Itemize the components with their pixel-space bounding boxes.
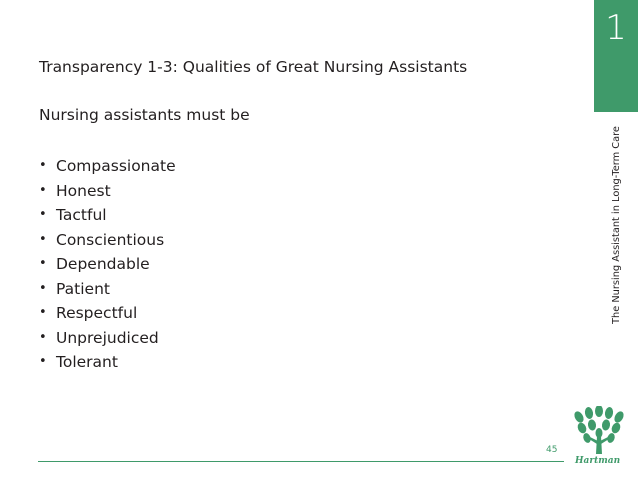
bullet-icon: •: [39, 354, 47, 370]
bullet-text: Dependable: [56, 255, 150, 274]
list-item: [39, 252, 176, 277]
footer-divider: [38, 461, 564, 462]
logo-text: Hartman: [575, 456, 621, 466]
list-item: [39, 301, 176, 326]
bullet-icon: •: [39, 329, 47, 345]
bullet-icon: •: [39, 207, 47, 223]
bullet-text: Tolerant: [56, 353, 118, 372]
bullet-text: Patient: [56, 279, 110, 298]
bullet-text: Respectful: [56, 304, 138, 323]
bullet-text: Compassionate: [56, 157, 176, 176]
bullet-icon: •: [39, 305, 47, 321]
bullet-icon: •: [39, 280, 47, 296]
list-item: [39, 203, 176, 228]
list-item: [39, 350, 176, 375]
page-number: 45: [546, 445, 558, 455]
list-item: [39, 277, 176, 302]
chapter-tab: 1: [594, 0, 638, 112]
list-item: [39, 154, 176, 179]
bullet-list: [39, 154, 176, 375]
bullet-text: Tactful: [56, 206, 107, 225]
slide-title: Transparency 1-3: Qualities of Great Nursing Assistants: [39, 58, 468, 76]
list-item: [39, 228, 176, 253]
book-title: The Nursing Assistant in Long-Term Care: [611, 126, 622, 324]
bullet-text: Honest: [56, 181, 111, 200]
bullet-icon: •: [39, 231, 47, 247]
book-title-container: [606, 116, 630, 326]
bullet-icon: •: [39, 158, 47, 174]
bullet-text: Conscientious: [56, 230, 165, 249]
bullet-text: Unprejudiced: [56, 328, 159, 347]
list-item: [39, 179, 176, 204]
bullet-icon: •: [39, 182, 47, 198]
list-item: [39, 326, 176, 351]
intro-text: Nursing assistants must be: [39, 106, 250, 124]
bullet-icon: •: [39, 256, 47, 272]
